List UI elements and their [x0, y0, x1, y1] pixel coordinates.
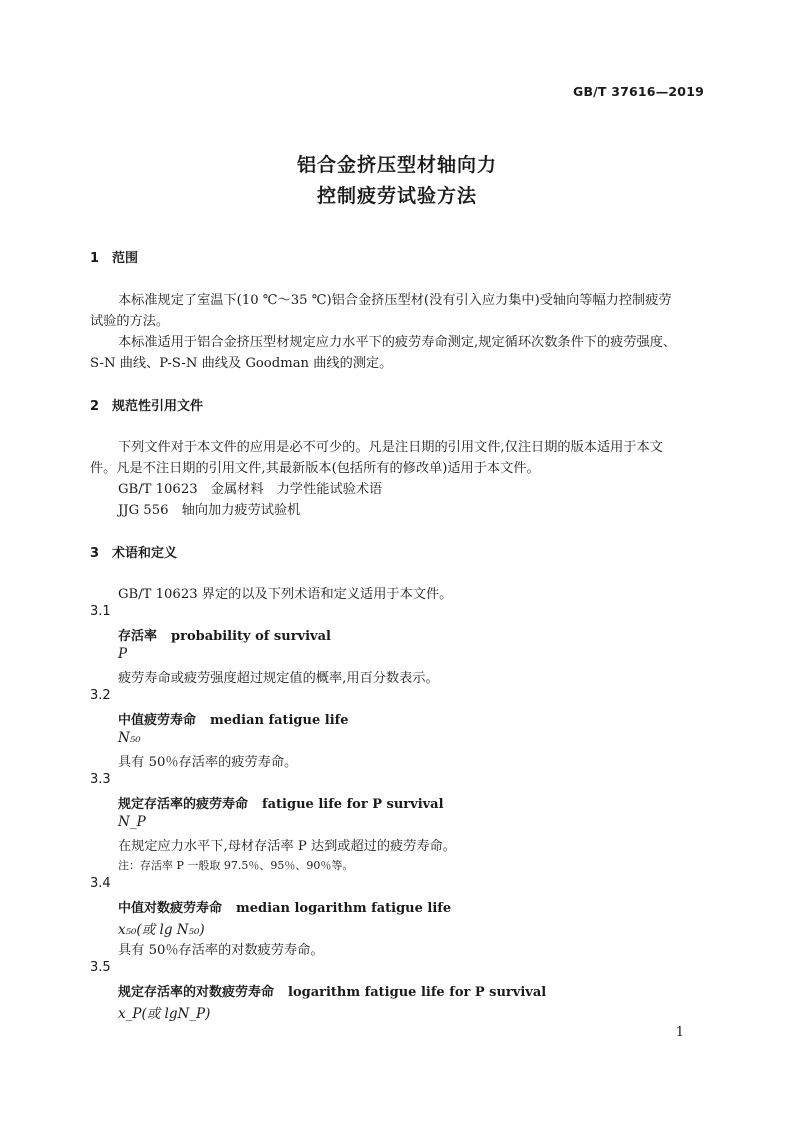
term-definition: 疲劳寿命或疲劳强度超过规定值的概率,用百分数表示。 [118, 671, 439, 686]
section-3-heading [90, 542, 177, 561]
term-title [118, 897, 451, 916]
term-number: 3.2 [90, 688, 111, 703]
section-title: 规范性引用文件 [112, 399, 204, 414]
paragraph-line: 本标准规定了室温下(10 ℃～35 ℃)铝合金挤压型材(没有引入应力集中)受轴向等幅力控制疲劳 [118, 293, 672, 308]
standard-code: GB/T 37616—2019 [572, 84, 704, 99]
term-symbol: P [118, 646, 128, 662]
term-title [118, 625, 331, 644]
term-definition: 在规定应力水平下,母材存活率 P 达到或超过的疲劳寿命。 [118, 839, 456, 854]
term-definition: 具有 50％存活率的对数疲劳寿命。 [118, 943, 324, 958]
term-zh: 规定存活率的疲劳寿命 [118, 797, 249, 812]
term-number: 3.4 [90, 876, 111, 891]
term-symbol: N_P [118, 814, 146, 830]
term-en: median logarithm fatigue life [236, 901, 452, 916]
term-zh: 中值疲劳寿命 [118, 713, 197, 728]
page-number: 1 [675, 1025, 684, 1040]
term-en: logarithm fatigue life for P survival [288, 985, 547, 1000]
term-zh: 中值对数疲劳寿命 [118, 901, 223, 916]
term-definition: 具有 50％存活率的疲劳寿命。 [118, 755, 298, 770]
section-2-heading [90, 395, 203, 414]
paragraph-line: S-N 曲线、P-S-N 曲线及 Goodman 曲线的测定。 [90, 356, 393, 371]
reference-item: GB/T 10623 金属材料 力学性能试验术语 [118, 482, 383, 497]
section-number: 3 [90, 546, 100, 561]
term-zh: 存活率 [118, 629, 158, 644]
paragraph-line: 下列文件对于本文件的应用是必不可少的。凡是注日期的引用文件,仅注日期的版本适用于本文 [118, 440, 663, 455]
term-title [118, 709, 349, 728]
term-title [118, 793, 444, 812]
section-number: 1 [90, 251, 100, 266]
term-en: median fatigue life [210, 713, 349, 728]
section-number: 2 [90, 399, 100, 414]
term-note: 注：存活率 P 一般取 97.5％、95％、90％等。 [118, 859, 354, 872]
document-title-line2: 控制疲劳试验方法 [316, 185, 477, 207]
term-title [118, 981, 546, 1000]
term-en: fatigue life for P survival [262, 797, 444, 812]
term-number: 3.3 [90, 772, 111, 787]
reference-item: JJG 556 轴向加力疲劳试验机 [118, 503, 301, 518]
term-number: 3.1 [90, 604, 111, 619]
term-number: 3.5 [90, 960, 111, 975]
term-zh: 规定存活率的对数疲劳寿命 [118, 985, 275, 1000]
section-title: 范围 [112, 251, 139, 266]
term-symbol: x_P(或 lgN_P) [118, 1006, 211, 1022]
term-symbol: x₅₀(或 lg N₅₀) [118, 922, 205, 938]
document-title-line1: 铝合金挤压型材轴向力 [296, 154, 497, 176]
section-1-heading [90, 247, 138, 266]
paragraph-line: 试验的方法。 [90, 314, 170, 329]
paragraph-line: 本标准适用于铝合金挤压型材规定应力水平下的疲劳寿命测定,规定循环次数条件下的疲劳强度、 [118, 335, 677, 350]
term-en: probability of survival [171, 629, 331, 644]
term-symbol: N₅₀ [118, 730, 141, 746]
paragraph-line: GB/T 10623 界定的以及下列术语和定义适用于本文件。 [118, 587, 453, 602]
section-title: 术语和定义 [112, 546, 178, 561]
paragraph-line: 件。凡是不注日期的引用文件,其最新版本(包括所有的修改单)适用于本文件。 [90, 461, 540, 476]
